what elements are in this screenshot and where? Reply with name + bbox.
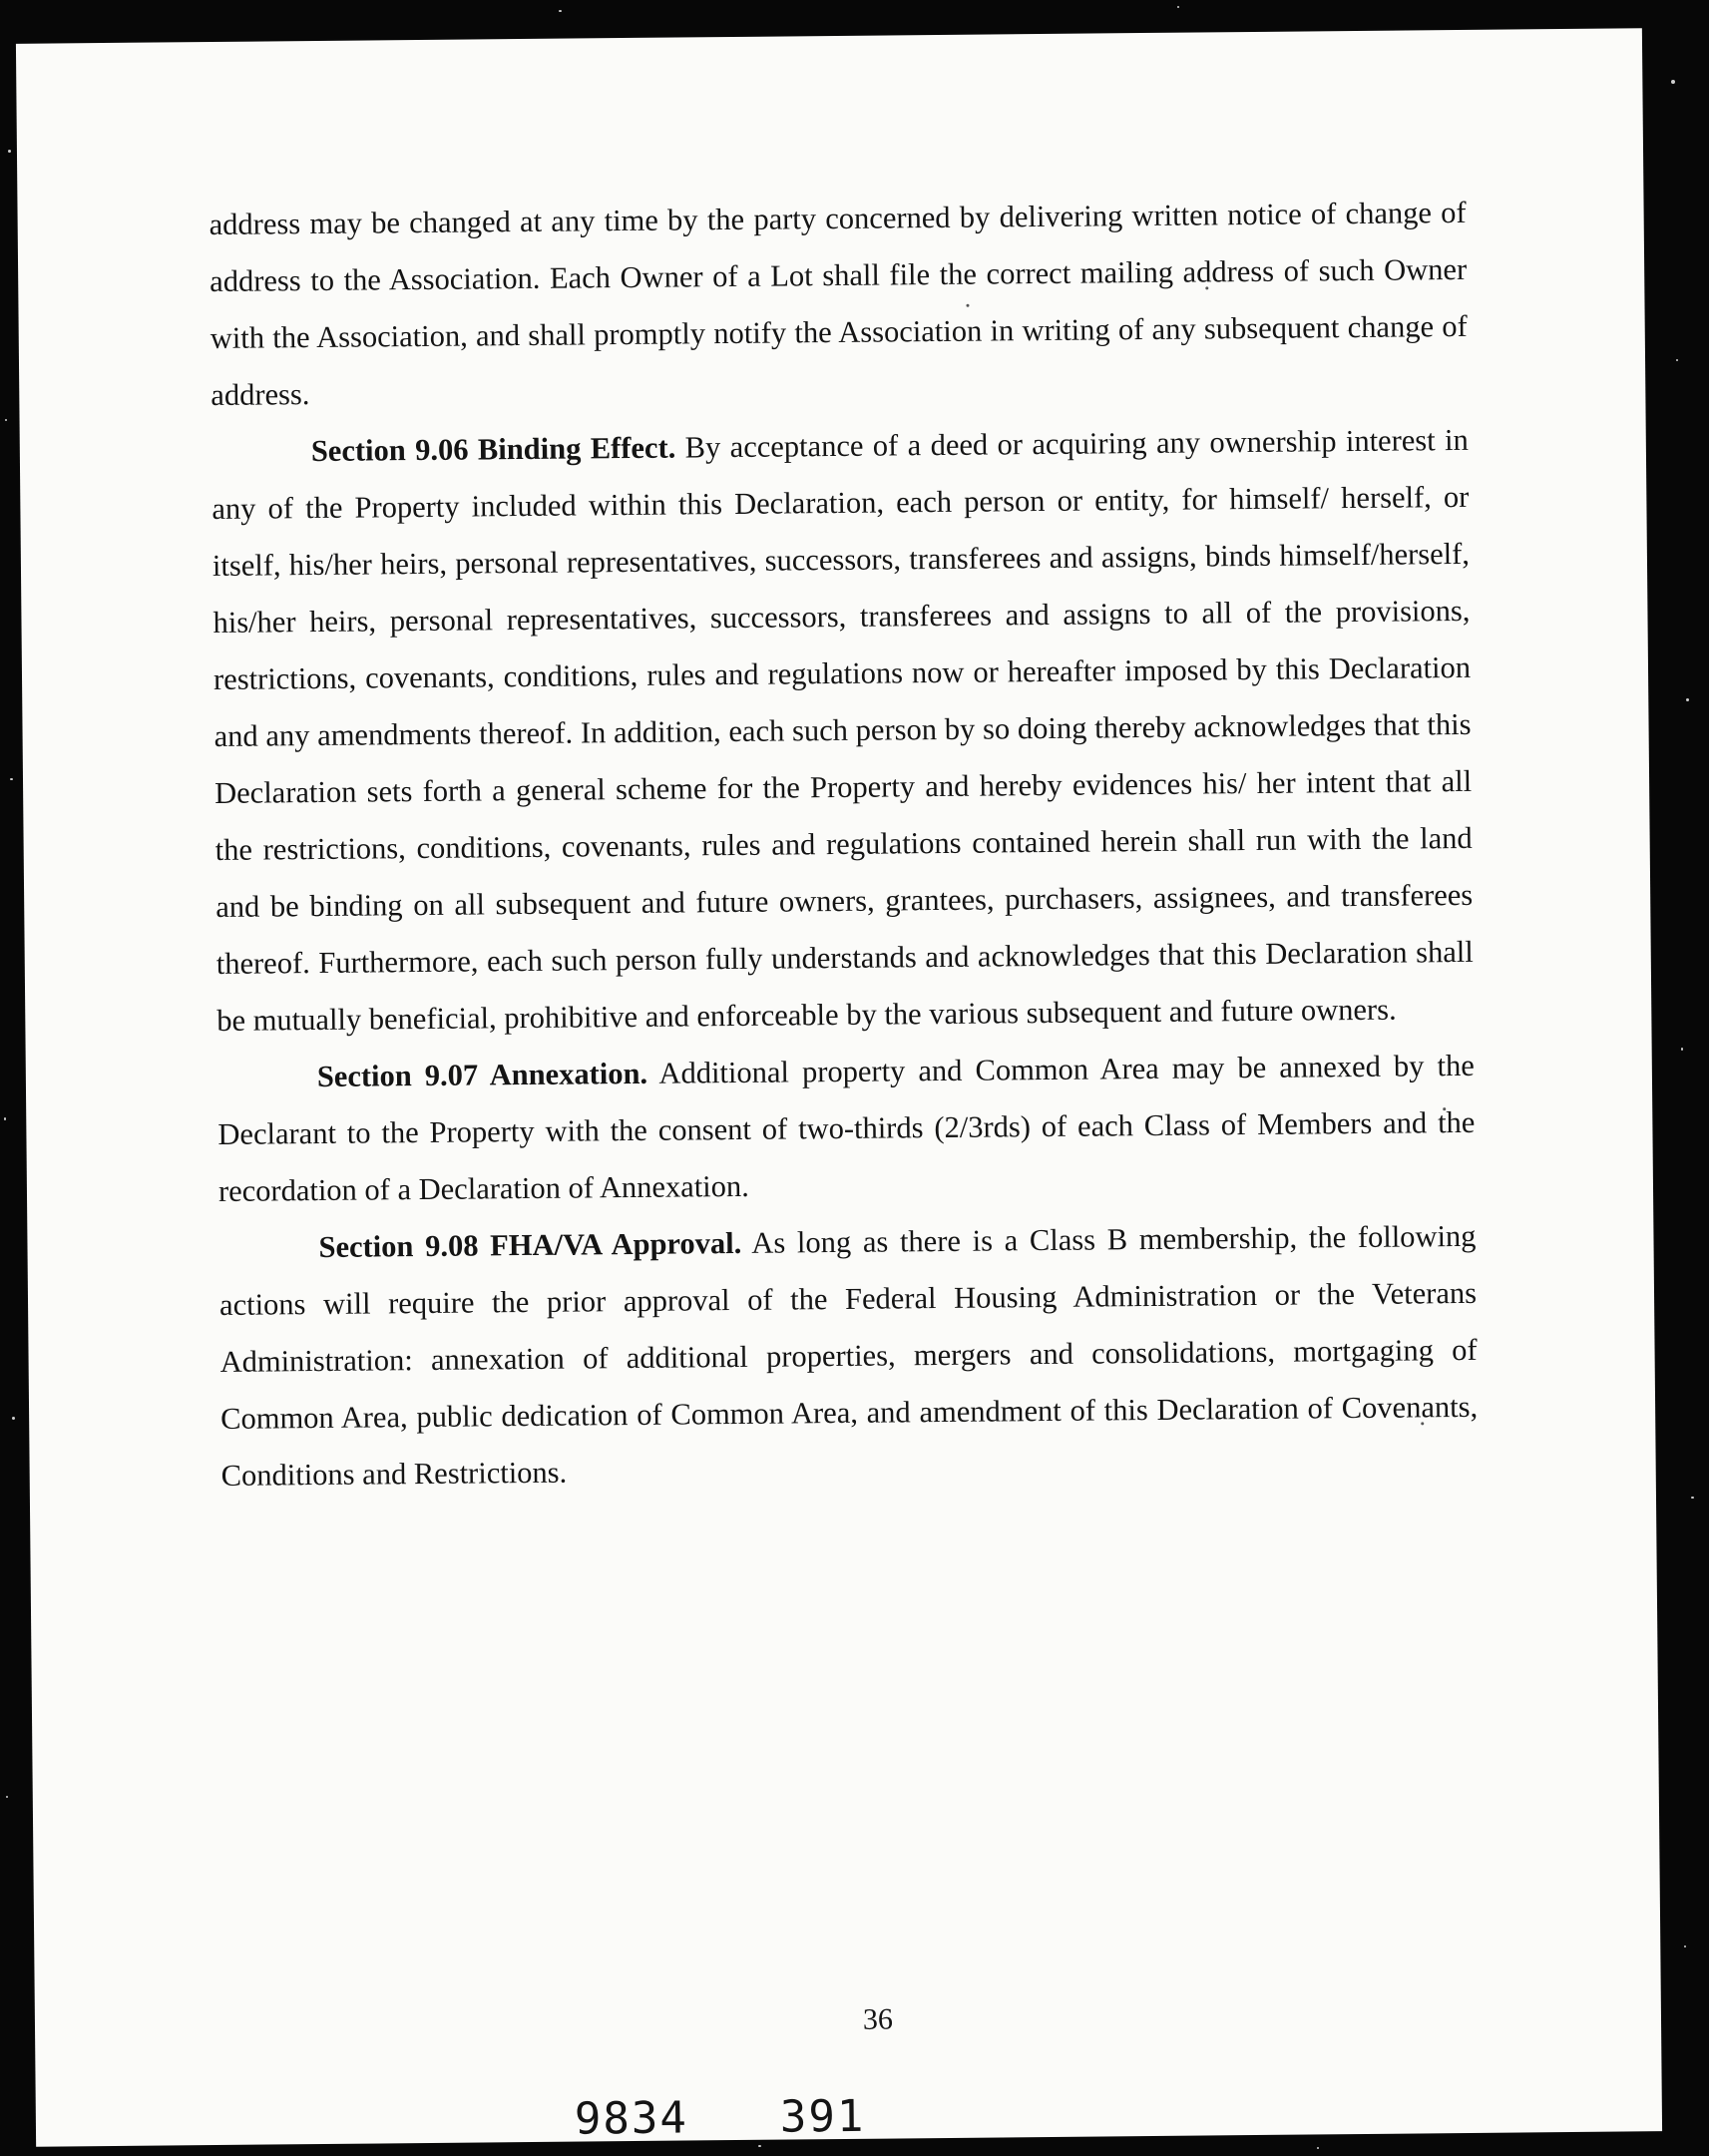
scan-speck [1686, 698, 1689, 701]
page-number: 36 [862, 2002, 894, 2036]
paragraph-text: address may be changed at any time by the party concerned by delivering written notice of change of address to the Association. Each Owner of a Lot shall file the correct mailing address of such Owner with the Association, and shall promptly notify the Association in writing of any subsequent change of address. [209, 195, 1468, 413]
scan-speck [1317, 2147, 1319, 2149]
scan-speck [1671, 80, 1675, 84]
scan-speck [1177, 6, 1179, 8]
scan-speck [8, 150, 11, 153]
paragraph-text: By acceptance of a deed or acquiring any ownership interest in any of the Property included within this Declaration, each person or entity, for himself/ herself, or itself, his/her heirs, personal representatives, successors, transferees and assigns, binds himself/herself, his/her heirs, personal representatives, successors, transferees and assigns to all of the provisions, restrictions, covenants, conditions, rules and regulations now or hereafter imposed by this Declaration and any amendments thereof. In addition, each such person by so doing thereby acknowledges that this Declaration sets forth a general scheme for the Property and hereby evidences his/ her intent that all the restrictions, conditions, covenants, rules and regulations contained herein shall run with the land and be binding on all subsequent and future owners, grantees, purchasers, assignees, and transferees thereof. Furthermore, each such person fully understands and acknowledges that this Declaration shall be mutually beneficial, prohibitive and enforceable by the various subsequent and future owners. [212, 422, 1474, 1038]
paragraph-continuation [209, 185, 1468, 424]
recording-page-number: 391 [779, 2090, 866, 2143]
section-heading: Section 9.08 FHA/VA Approval. [318, 1225, 742, 1265]
paragraph-text: Additional property and Common Area may be annexed by the Declarant to the Property with the consent of two-thirds (2/3rds) of each Class of Members and the recordation of a Declaration of Annexation. [217, 1048, 1476, 1208]
scan-speck [1691, 1497, 1694, 1499]
scan-speck [6, 1796, 8, 1798]
section-heading: Section 9.06 Binding Effect. [310, 430, 676, 469]
scan-speck [12, 1417, 15, 1420]
document-body [209, 185, 1479, 1505]
recording-stamp [575, 2091, 866, 2145]
scan-speck [758, 2145, 761, 2147]
scan-speck [1684, 1945, 1686, 1947]
scan-speck [4, 1117, 6, 1120]
scan-speck [1681, 1048, 1683, 1051]
section-binding-effect [212, 412, 1475, 1050]
scan-speck [5, 419, 7, 421]
scan-speck [10, 778, 13, 780]
section-fha-va-approval [218, 1208, 1479, 1505]
section-heading: Section 9.07 Annexation. [316, 1056, 648, 1094]
scan-speck [559, 10, 562, 12]
scan-speck [1676, 359, 1678, 361]
section-annexation [217, 1038, 1477, 1220]
recording-book-number: 9834 [574, 2092, 689, 2145]
document-page [16, 28, 1662, 2147]
paragraph-text: As long as there is a Class B membership, the following actions will require the prior approval of the Federal Housing Administration or the Veterans Administration: annexation of additional properties, mergers and consolidations, mortgaging of Common Area, public dedication of Common Area, and amendment of this Declaration of Covenants, Conditions and Restrictions. [218, 1218, 1479, 1493]
